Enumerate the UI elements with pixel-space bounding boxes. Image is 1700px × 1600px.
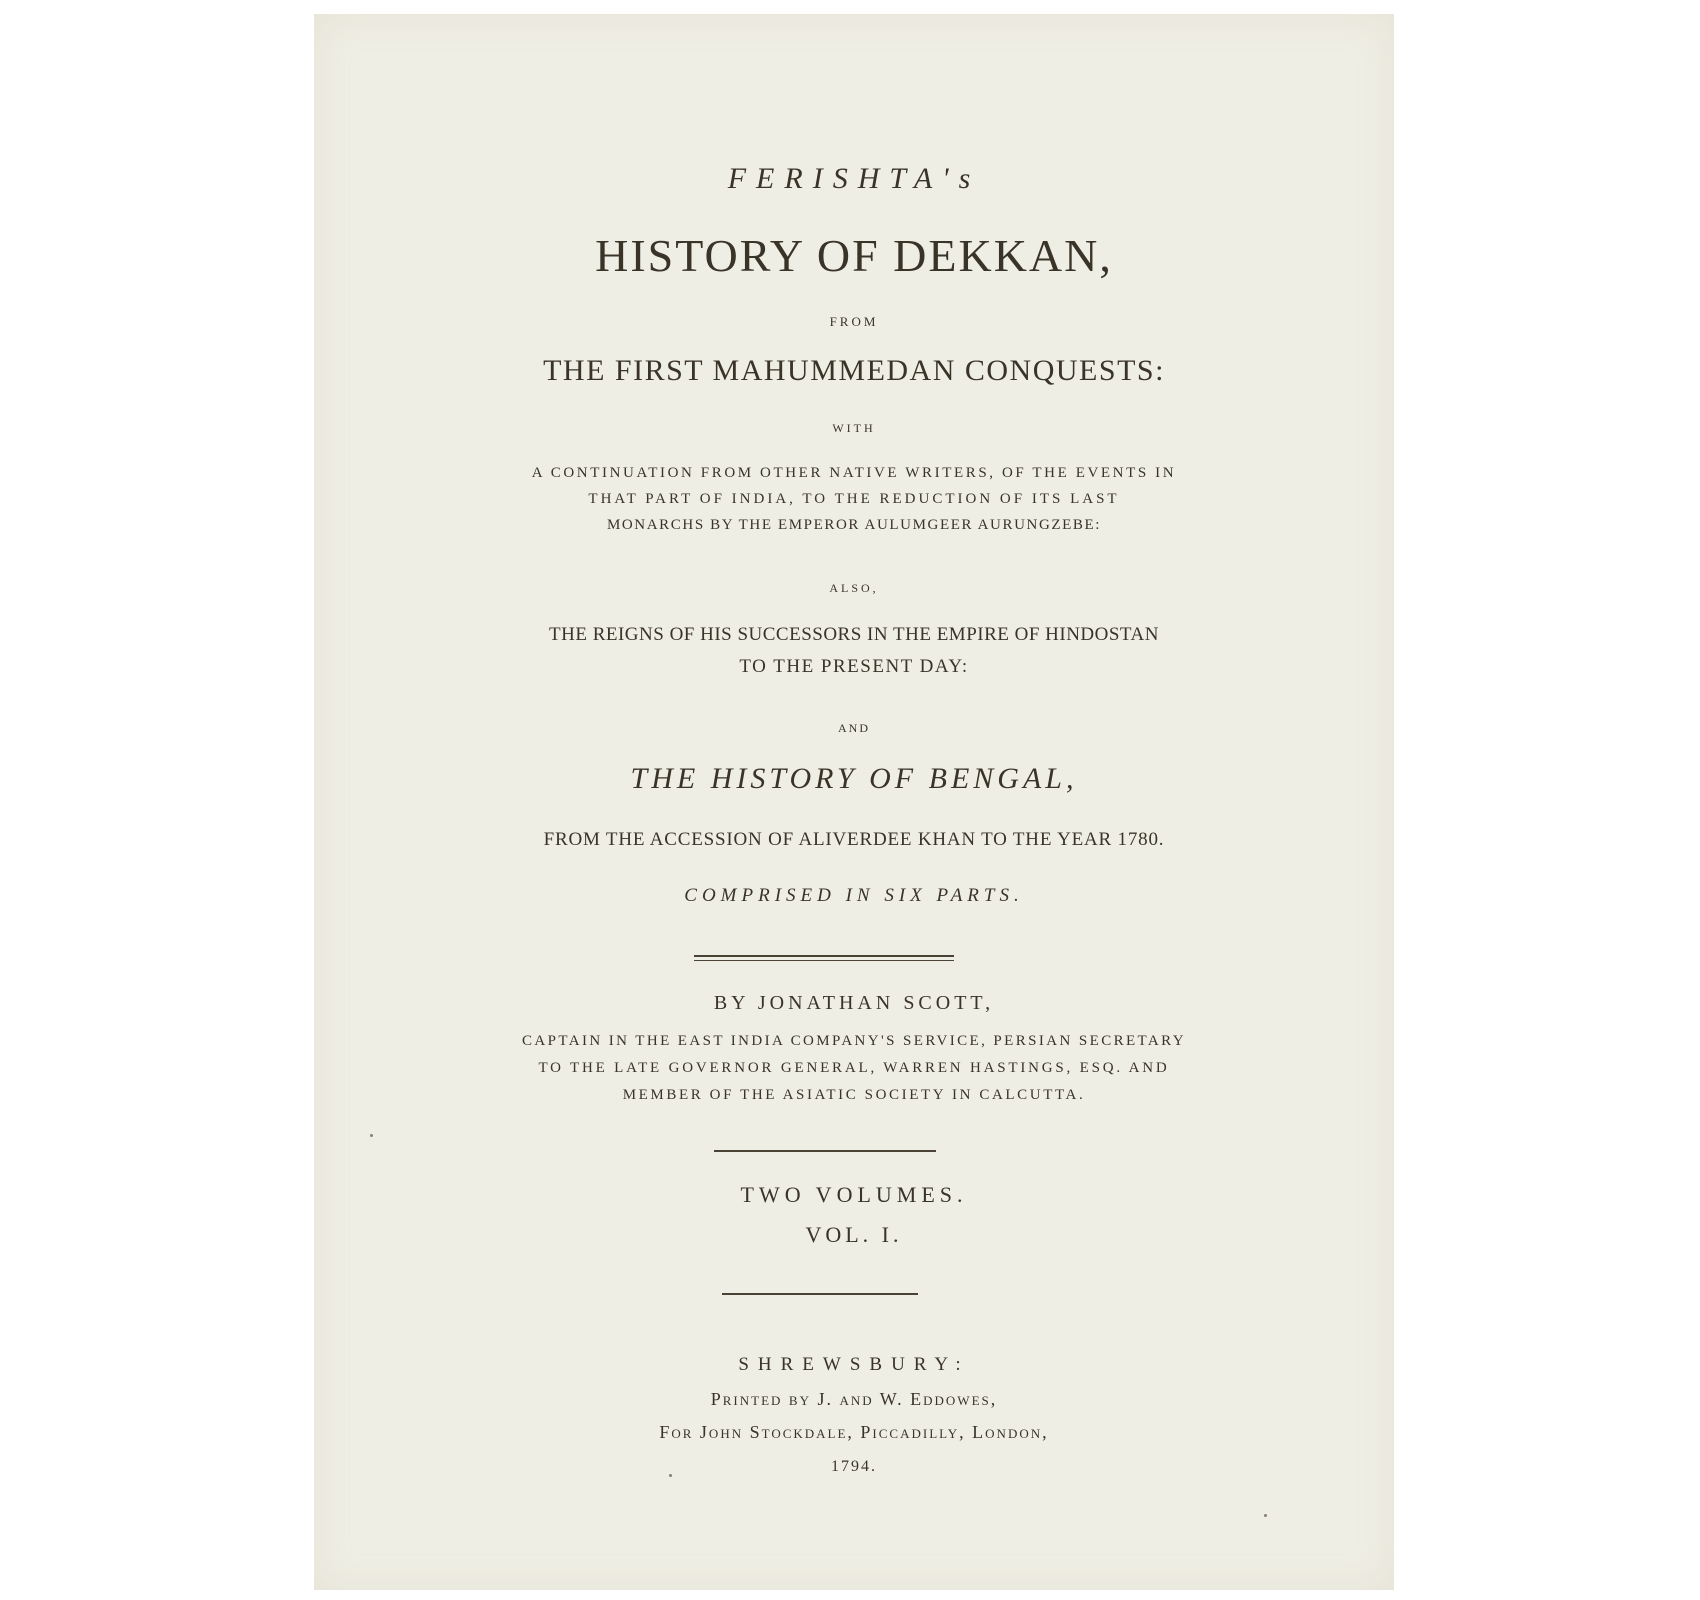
rule-divider-middle	[714, 1150, 936, 1152]
author-possessive: FERISHTA's	[727, 162, 981, 195]
accession-line: FROM THE ACCESSION OF ALIVERDEE KHAN TO THE YEAR 1780.	[543, 829, 1165, 850]
credentials-line-1: CAPTAIN IN THE EAST INDIA COMPANY'S SERVICE, PERSIAN SECRETARY	[522, 1033, 1186, 1049]
double-rule-divider	[694, 955, 954, 961]
bengal-title: THE HISTORY OF BENGAL,	[630, 762, 1078, 795]
parts-line: COMPRISED IN SIX PARTS.	[684, 885, 1024, 906]
and-label: AND	[838, 721, 870, 735]
imprint-year: 1794.	[831, 1458, 877, 1475]
paper-speck	[370, 1134, 373, 1137]
continuation-line-2: THAT PART OF INDIA, TO THE REDUCTION OF ITS LAST	[588, 491, 1120, 507]
also-label: ALSO,	[829, 581, 879, 595]
paper-speck	[669, 1474, 672, 1477]
reigns-line-1: THE REIGNS OF HIS SUCCESSORS IN THE EMPIRE OF HINDOSTAN	[549, 624, 1159, 645]
with-label: WITH	[832, 421, 876, 435]
continuation-line-3: MONARCHS BY THE EMPEROR AULUMGEER AURUNGZEBE:	[606, 517, 1102, 533]
imprint-publisher: For John Stockdale, Piccadilly, London,	[659, 1422, 1049, 1442]
volumes-line: TWO VOLUMES.	[740, 1182, 968, 1207]
reigns-line-2: TO THE PRESENT DAY:	[739, 656, 969, 677]
credentials-line-2: TO THE LATE GOVERNOR GENERAL, WARREN HASTINGS, ESQ. AND	[538, 1060, 1170, 1076]
book-title: HISTORY OF DEKKAN,	[595, 230, 1113, 281]
from-label: FROM	[829, 314, 879, 329]
continuation-line-1: A CONTINUATION FROM OTHER NATIVE WRITERS, OF THE EVENTS IN	[531, 465, 1177, 481]
rule-divider-lower	[722, 1293, 918, 1295]
credentials-line-3: MEMBER OF THE ASIATIC SOCIETY IN CALCUTTA.	[622, 1087, 1086, 1103]
paper-speck	[1264, 1514, 1267, 1517]
title-page	[314, 14, 1394, 1590]
subtitle-conquests: THE FIRST MAHUMMEDAN CONQUESTS:	[543, 354, 1165, 387]
imprint-city: SHREWSBURY:	[738, 1354, 970, 1375]
imprint-printer: Printed by J. and W. Eddowes,	[710, 1389, 998, 1409]
byline: BY JONATHAN SCOTT,	[713, 992, 995, 1014]
volume-number: VOL. I.	[805, 1222, 903, 1247]
